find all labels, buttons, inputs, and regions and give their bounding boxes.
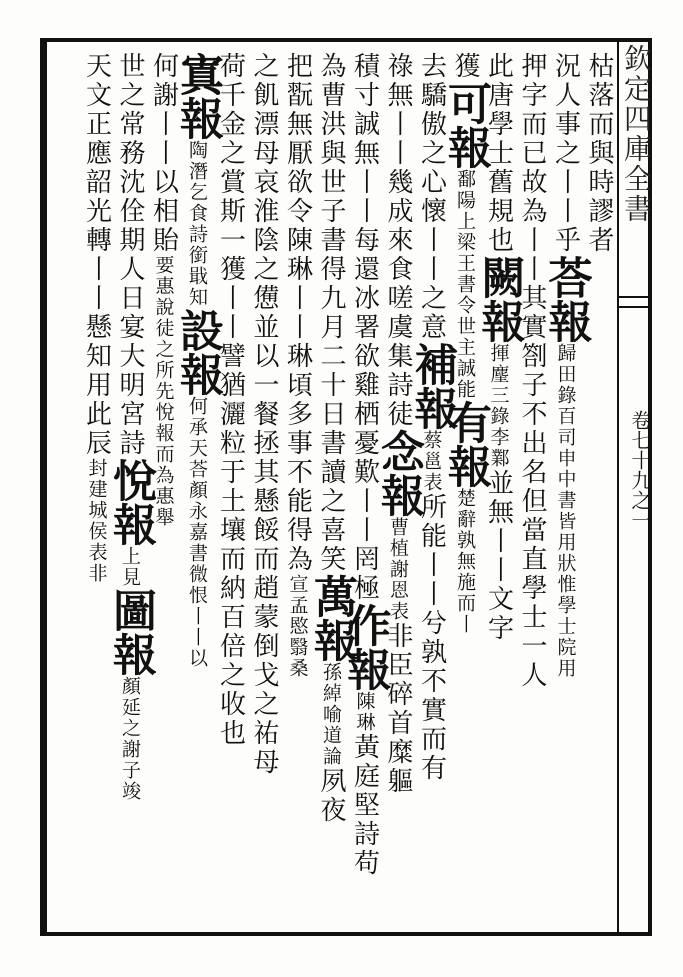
body-text: 荷千金之賞斯一獲丨丨譬猶灑粒于土壤而納百倍之收也 [215, 52, 246, 748]
entry-heading: 荅報 [540, 255, 592, 343]
text-column [172, 52, 223, 922]
body-text: 之飢漂母哀淮陰之憊並以一餐拯其懸餒而趙蒙倒戈之祐母 [249, 52, 279, 777]
citation-text: 歸田錄百司申中書皆用狀惟學士院用 [554, 343, 577, 679]
text-column [515, 52, 549, 922]
body-text: 況人事之丨丨乎 [550, 52, 581, 255]
body-text: 夙夜 [316, 767, 346, 825]
citation-text: 陶潛乞食詩銜戢知 [186, 140, 208, 308]
citation-text: 孫綽喻道論 [320, 662, 342, 767]
citation-text: 何承天荅顏永嘉書微恨丨丨以 [186, 396, 208, 669]
entry-heading: 有報 [440, 400, 491, 488]
text-column [281, 52, 315, 922]
text-column [105, 52, 156, 922]
body-text: 並無丨丨文字 [483, 469, 514, 643]
body-text: 黃庭堅詩苟 [349, 733, 380, 878]
body-text: 世之常務沈佺期人日宴大明宮詩 [115, 52, 145, 458]
body-text: 去驕傲之心懷丨丨之意 [416, 52, 447, 342]
body-text: 祿無丨丨幾成來食嗟虞集詩徒 [383, 52, 413, 429]
body-text: 把翫無厭欲令陳琳丨丨琳頃多事不能得為 [282, 52, 313, 574]
entry-heading: 設報 [172, 308, 223, 396]
text-column [80, 52, 114, 922]
body-text: 押字而已故為丨丨其實劄子不出名但當直學士一人 [517, 52, 547, 690]
citation-text: 上見 [119, 546, 141, 588]
entry-heading: 圖報 [105, 588, 156, 676]
citation-text: 曹植謝恩表 [387, 517, 409, 622]
entry-heading: 補報 [406, 342, 458, 430]
text-column [339, 52, 391, 922]
body-text: 枯落而與時謬者 [584, 52, 614, 255]
text-column [582, 52, 616, 922]
text-column [373, 52, 424, 922]
entry-heading: 念報 [373, 429, 424, 517]
entry-heading: 闕報 [473, 255, 525, 343]
citation-text: 揮麈三錄李鄴 [487, 343, 510, 469]
entry-heading: 可報 [440, 81, 491, 169]
citation-text: 鄱陽上梁王書令世主誠能 [454, 169, 476, 400]
body-text: 為曹洪與世子書得九月二十日書讀之喜笑 [316, 52, 346, 574]
body-text: 何謝丨丨以相貽 [148, 52, 179, 255]
entry-heading: 萬報 [306, 574, 357, 662]
text-column [247, 52, 281, 922]
entry-heading: 悅報 [105, 458, 156, 546]
body-text: 此唐學士舊規也 [483, 52, 514, 255]
volume-label: 卷七十九之一 [628, 410, 652, 530]
body-text: 積寸誠無丨丨每還冰署欲雞栖 [349, 52, 380, 429]
strip-divider [619, 296, 652, 298]
text-column [306, 52, 357, 922]
citation-text: 封建城侯表非 [85, 458, 108, 584]
book-title: 欽定四庫全書 [620, 44, 653, 224]
body-text: 所能丨丨兮孰不實而有 [416, 493, 447, 783]
body-text: 獲 [450, 52, 480, 81]
body-text: 天文正應韶光轉丨丨懸知用此辰 [81, 52, 112, 458]
body-text: 憂歎丨丨罔極 [349, 429, 380, 603]
citation-text: 蔡邕表 [420, 430, 443, 493]
citation-text: 宣孟愍翳桑 [286, 574, 309, 679]
body-text: 非臣碎首糜軀 [383, 622, 413, 796]
entry-heading: 寘報 [172, 52, 223, 140]
citation-text: 陳琳 [353, 691, 376, 733]
citation-text: 要惠說徒之所先悅報而為惠舉 [152, 255, 175, 528]
text-column [540, 52, 592, 922]
strip-divider [619, 306, 652, 308]
citation-text: 楚辭孰無施而丨 [454, 488, 476, 635]
entry-heading: 作報 [339, 603, 391, 691]
citation-text: 顏延之謝子竣 [119, 676, 141, 802]
text-column [214, 52, 248, 922]
text-column [440, 52, 491, 922]
